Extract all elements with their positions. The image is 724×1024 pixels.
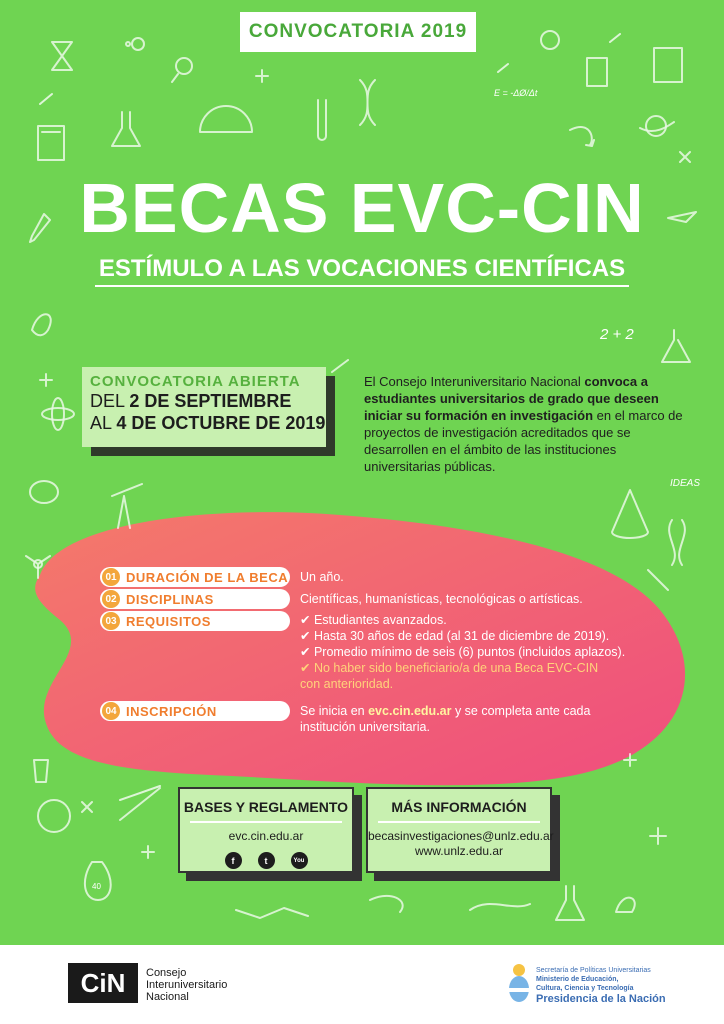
cin-name (146, 967, 227, 1003)
item-disciplines (100, 589, 290, 609)
cactus-icon (34, 760, 48, 782)
calculator-icon (38, 126, 64, 160)
cin-name-line-2: Interuniversitario (146, 979, 228, 991)
info-web[interactable]: www.unlz.edu.ar (414, 844, 504, 858)
equation-doodle: E = -ΔØ/Δt (494, 88, 538, 98)
dna-right-icon (669, 520, 685, 565)
info-email[interactable]: becasinvestigaciones@unlz.edu.ar (368, 829, 554, 843)
intro-paragraph (364, 373, 684, 475)
ruler-icon (200, 106, 252, 132)
planet-icon (640, 116, 674, 136)
hand-icon (370, 896, 403, 912)
lightbulb-icon (541, 31, 559, 49)
book-icon (654, 48, 682, 82)
requirement-3: ✔ Promedio mínimo de seis (6) puntos (incluidos aplazos). (300, 645, 626, 659)
bacteria-icon (470, 904, 530, 910)
disciplines-value: Científicas, humanísticas, tecnológicas o artísticas. (300, 592, 583, 606)
dna-icon (360, 80, 375, 125)
brain-icon (30, 481, 58, 503)
date-end: 4 DE OCTUBRE DE 2019 (116, 413, 326, 433)
item-number: 02 (102, 590, 120, 608)
molecule-icon (126, 38, 144, 50)
item-number: 04 (102, 702, 120, 720)
youtube-icon[interactable]: You (291, 852, 308, 869)
globe-icon (38, 800, 70, 832)
requirement-1: ✔ Estudiantes avanzados. (300, 613, 447, 627)
magnifier-icon (172, 58, 192, 82)
call-year-tag: CONVOCATORIA 2019 (240, 12, 476, 52)
requirement-2: ✔ Hasta 30 años de edad (al 31 de diciembre de 2019). (300, 629, 610, 643)
main-title: BECAS EVC-CIN (79, 169, 645, 247)
requirement-4: ✔ No haber sido beneficiario/a de una Beca EVC-CIN (300, 661, 599, 675)
phone-icon (587, 58, 607, 86)
registration-pre: Se inicia en (300, 704, 369, 718)
snowflake-icon (650, 828, 666, 844)
hourglass-icon (52, 42, 72, 70)
intro-part-2: en el marco de proyectos de investigación acreditados que se desarrollen en el ámbito de las instituciones universitarias públicas. (364, 408, 683, 474)
math-doodle: 2 + 2 (600, 326, 634, 343)
telescope-icon (112, 484, 142, 528)
info-card (366, 787, 552, 873)
dates-box (82, 367, 326, 447)
item-duration (100, 567, 290, 587)
argentina-seal-icon (507, 962, 531, 1004)
tube-rack-icon (236, 908, 308, 918)
flask-icon (112, 112, 140, 146)
bases-title: BASES Y REGLAMENTO (183, 799, 349, 815)
cin-name-line-1: Consejo (146, 967, 187, 979)
item-number: 03 (102, 612, 120, 630)
government-credits (536, 966, 666, 1006)
test-tube-icon (318, 100, 326, 140)
flask-bottom-icon (556, 886, 584, 920)
bases-url[interactable]: evc.cin.edu.ar (228, 829, 304, 843)
ideas-doodle: IDEAS (670, 478, 701, 489)
arrow-icon (570, 127, 594, 146)
item-requirements (100, 611, 290, 631)
item-label: INSCRIPCIÓN (126, 703, 217, 719)
item-registration (100, 701, 290, 721)
gov-line-2: Ministerio de Educación, (536, 976, 619, 983)
drop-number-doodle: 40 (92, 882, 101, 891)
bases-card (178, 787, 354, 873)
network-icon (26, 556, 50, 578)
item-label: REQUISITOS (126, 613, 211, 629)
leaf-icon (32, 314, 51, 335)
twitter-icon[interactable]: t (258, 852, 275, 869)
bases-divider (190, 821, 342, 823)
leaf-bottom-icon (616, 898, 635, 912)
intro-part-1: El Consejo Interuniversitario Nacional (364, 374, 585, 389)
gov-line-4: Presidencia de la Nación (536, 993, 666, 1005)
info-divider (378, 821, 540, 823)
gov-line-1: Secretaría de Políticas Universitarias (536, 967, 651, 974)
date-start-prefix: DEL (90, 391, 130, 411)
info-title: MÁS INFORMACIÓN (391, 799, 527, 815)
registration-post: y se completa ante cada (451, 704, 591, 718)
registration-link[interactable]: evc.cin.edu.ar (368, 704, 452, 718)
open-call-label: CONVOCATORIA ABIERTA (90, 373, 301, 390)
date-end-line (90, 412, 326, 434)
cin-name-line-3: Nacional (146, 991, 189, 1003)
intro-bold: convoca a estudiantes universitarios de grado que deseen iniciar su formación en investigación (364, 374, 659, 423)
date-start-line (90, 390, 326, 412)
subtitle-text: ESTÍMULO A LAS VOCACIONES CIENTÍFICAS (95, 255, 629, 287)
subtitle (0, 254, 724, 284)
date-end-prefix: AL (90, 413, 117, 433)
cone-icon (612, 490, 648, 538)
social-links (180, 852, 352, 869)
duration-value: Un año. (300, 570, 344, 584)
erlenmeyer-icon (662, 330, 690, 362)
item-label: DISCIPLINAS (126, 591, 214, 607)
cin-logo: CiN (68, 963, 138, 1003)
registration-value (300, 703, 590, 735)
drop-icon (85, 862, 111, 900)
requirement-4-cont: con anterioridad. (300, 677, 394, 691)
item-number: 01 (102, 568, 120, 586)
registration-line-1 (300, 703, 590, 719)
item-label: DURACIÓN DE LA BECA (126, 569, 289, 585)
gov-line-3: Cultura, Ciencia y Tecnología (536, 985, 634, 992)
atom-icon (42, 398, 74, 430)
facebook-icon[interactable]: f (225, 852, 242, 869)
date-start: 2 DE SEPTIEMBRE (129, 391, 292, 411)
registration-line-2: institución universitaria. (300, 720, 430, 734)
requirements-list (300, 612, 625, 692)
rocket-icon (648, 570, 668, 590)
